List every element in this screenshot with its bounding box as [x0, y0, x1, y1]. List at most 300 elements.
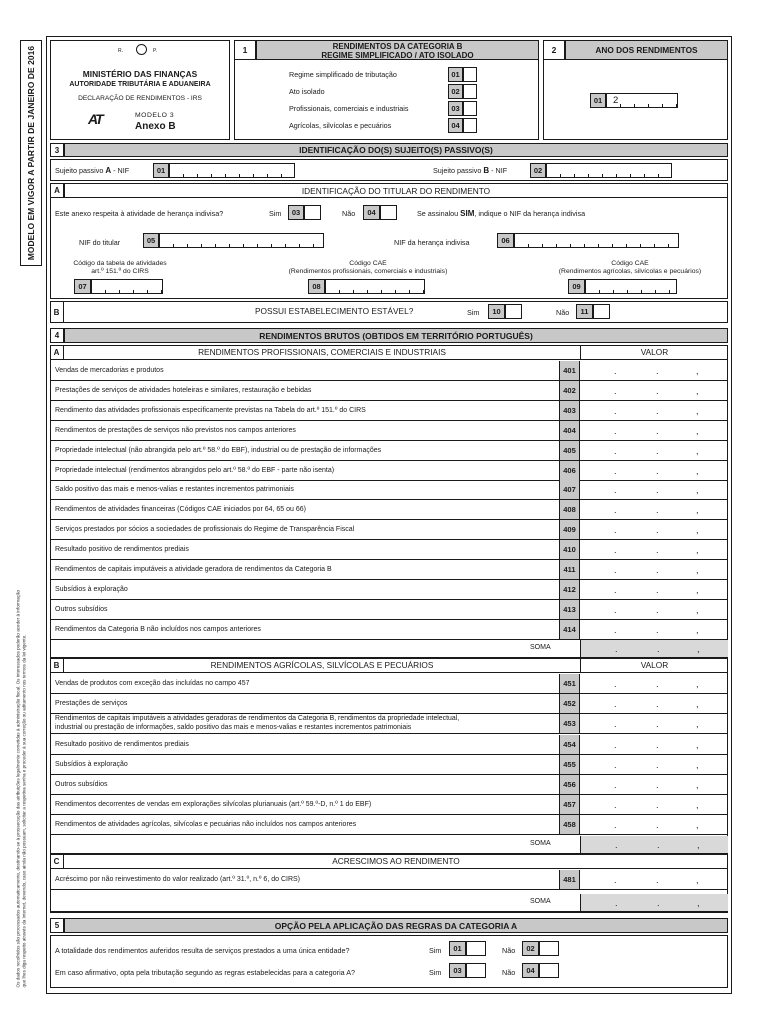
section-5-q2: Em caso afirmativo, opta pela tributação segundo as regras estabelecidas para a categoria A? — [55, 968, 356, 977]
value-comma: , — [696, 800, 699, 811]
income-row-code: 456 — [559, 775, 580, 794]
q2-nao-label: Não — [502, 968, 516, 977]
cae2-label — [534, 260, 726, 276]
q1-nao-checkbox[interactable] — [539, 941, 559, 956]
heranca-instruction-sim: SIM — [460, 209, 475, 218]
income-row-description-line1: Rendimentos da Categoria B não incluídos nos campos anteriores — [55, 625, 261, 633]
cae1-label — [260, 260, 476, 276]
heranca-nao-label: Não — [342, 209, 356, 218]
privacy-notice — [2, 580, 40, 990]
cae1-label-line1: Código CAE — [349, 260, 387, 267]
sp-b-label — [433, 166, 507, 175]
income-row — [50, 775, 728, 795]
income-row — [50, 500, 728, 520]
income-row-code: 454 — [559, 735, 580, 754]
value-dot: . — [656, 820, 659, 831]
income-row-description-line1: Subsídios à exploração — [55, 585, 128, 593]
income-row-code: 407 — [559, 480, 580, 499]
value-dot: . — [614, 800, 617, 811]
option-profissionais-checkbox[interactable] — [463, 101, 477, 116]
value-dot: . — [656, 505, 659, 516]
value-dot: . — [614, 739, 617, 750]
income-row-description — [55, 480, 294, 499]
income-row-code: 414 — [559, 620, 580, 639]
q2-sim-checkbox[interactable] — [466, 963, 486, 978]
section-4b-title: RENDIMENTOS AGRÍCOLAS, SILVÍCOLAS E PECUÁRIOS — [64, 658, 580, 673]
income-row — [50, 401, 728, 421]
value-dot: . — [614, 875, 617, 885]
coat-of-arms-icon — [136, 44, 147, 55]
income-row-value-input[interactable] — [580, 600, 728, 619]
section-2-title: ANO DOS RENDIMENTOS — [565, 40, 728, 60]
value-comma: , — [696, 405, 699, 416]
value-dot: . — [614, 385, 617, 396]
authority-title: AUTORIDADE TRIBUTÁRIA E ADUANEIRA — [69, 81, 211, 88]
q2-sim-label: Sim — [429, 968, 442, 977]
tabela-label-line2: art.º 151.º do CIRS — [91, 268, 149, 275]
form-edition-banner — [20, 40, 42, 266]
value-dot: . — [614, 780, 617, 790]
income-row-description — [55, 620, 261, 639]
soma-b-comma: , — [697, 840, 700, 850]
value-dot: . — [656, 719, 659, 730]
q2-nao-code: 04 — [522, 963, 539, 978]
income-row-value-input[interactable] — [580, 674, 728, 693]
sp-b-label-post: - NIF — [491, 166, 508, 175]
rp-right: P. — [153, 48, 158, 54]
income-row — [50, 735, 728, 755]
option-agricolas-code: 04 — [448, 118, 463, 133]
declaration-title: DECLARAÇÃO DE RENDIMENTOS - IRS — [78, 95, 202, 102]
income-row-code: 457 — [559, 795, 580, 814]
income-row-description — [55, 815, 356, 834]
value-dot: . — [656, 366, 659, 376]
income-row-description — [55, 580, 128, 599]
section-4a-letter: A — [50, 345, 64, 360]
sp-a-nif-input[interactable] — [169, 163, 295, 178]
income-row-value-input[interactable] — [580, 620, 728, 639]
income-row — [50, 694, 728, 714]
ministry-title: MINISTÉRIO DAS FINANÇAS — [82, 69, 198, 79]
soma-c-comma: , — [697, 898, 700, 908]
income-row-description-line1: Subsídios à exploração — [55, 760, 128, 768]
income-row-code: 409 — [559, 520, 580, 539]
value-dot: . — [614, 624, 617, 635]
form-edition-text: MODELO EM VIGOR A PARTIR DE JANEIRO DE 2016 — [26, 45, 37, 261]
sp-b-letter: B — [483, 166, 490, 175]
income-row — [50, 441, 728, 461]
value-dot: . — [614, 545, 617, 556]
value-comma: , — [696, 366, 699, 376]
income-row-description — [55, 441, 381, 460]
section-4b-soma-label: SOMA — [530, 840, 551, 847]
income-row-value-input[interactable] — [580, 694, 728, 713]
income-row — [50, 580, 728, 600]
income-row-description-line1: Rendimentos de atividades agrícolas, silvícolas e pecuárias não incluídos nos campos anteriores — [55, 821, 357, 829]
income-row-code: 402 — [559, 381, 580, 400]
value-comma: , — [696, 875, 699, 885]
option-regime-simplificado-checkbox[interactable] — [463, 67, 477, 82]
section-4b-soma-value — [580, 836, 728, 853]
income-row-code: 406 — [559, 461, 580, 480]
income-row-value-input[interactable] — [580, 540, 728, 559]
estabelecimento-question: POSSUI ESTABELECIMENTO ESTÁVEL? — [255, 306, 414, 316]
income-row-description-line1: Resultado positivo de rendimentos prediais — [55, 546, 189, 554]
sp-b-label-pre: Sujeito passivo — [433, 166, 482, 175]
sub-a-title: IDENTIFICAÇÃO DO TITULAR DO RENDIMENTO — [64, 183, 728, 198]
nif-heranca-input[interactable] — [514, 233, 679, 248]
section-4a-soma-row — [50, 640, 728, 658]
section-1-title-line2: REGIME SIMPLIFICADO / ATO ISOLADO — [321, 51, 474, 60]
tabela-code: 07 — [74, 279, 91, 294]
income-row-description-line1: Prestações de serviços — [55, 700, 128, 708]
section-5-title: OPÇÃO PELA APLICAÇÃO DAS REGRAS DA CATEGORIA A — [64, 918, 728, 933]
option-ato-isolado-label: Ato isolado — [289, 87, 325, 96]
sp-a-code: 01 — [153, 163, 169, 178]
section-5-q1: A totalidade dos rendimentos auferidos resulta de serviços prestados a uma única entidade? — [55, 946, 350, 955]
section-4-number: 4 — [50, 328, 64, 343]
income-row-description — [55, 500, 306, 519]
value-dot: . — [656, 699, 659, 710]
income-row-value-input[interactable] — [580, 441, 728, 460]
section-4a-soma-label: SOMA — [530, 644, 551, 651]
value-comma: , — [696, 739, 699, 750]
section-4b-letter: B — [50, 658, 64, 673]
value-comma: , — [696, 604, 699, 615]
nif-titular-code: 05 — [143, 233, 159, 248]
value-comma: , — [696, 385, 699, 396]
income-row-value-input[interactable] — [580, 795, 728, 814]
heranca-instruction-post: , indique o NIF da herança indivisa — [474, 209, 586, 218]
income-row-description-line1: Propriedade intelectual (não abrangida pelo art.º 58.º do EBF), industrial ou de prestação de informações — [55, 446, 382, 454]
option-profissionais-label: Profissionais, comerciais e industriais — [289, 104, 409, 113]
value-dot: . — [656, 604, 659, 615]
income-row — [50, 755, 728, 775]
section-1-number: 1 — [234, 40, 256, 60]
sp-a-label-pre: Sujeito passivo — [55, 166, 104, 175]
income-row-value-input[interactable] — [580, 381, 728, 400]
income-row-description-line1: Saldo positivo das mais e menos-valias e restantes incrementos patrimoniais — [55, 486, 294, 494]
income-row-code: 481 — [559, 870, 580, 889]
heranca-sim-label: Sim — [269, 209, 282, 218]
income-row-description — [55, 361, 164, 380]
cae2-code: 09 — [568, 279, 585, 294]
income-row — [50, 480, 728, 500]
income-row-value-input[interactable] — [580, 815, 728, 834]
value-dot: . — [614, 679, 617, 689]
section-4a-title: RENDIMENTOS PROFISSIONAIS, COMERCIAIS E INDUSTRIAIS — [64, 345, 580, 360]
value-dot: . — [614, 759, 617, 770]
value-dot: . — [656, 759, 659, 770]
income-row-code: 410 — [559, 540, 580, 559]
income-row-value-input[interactable] — [580, 714, 728, 733]
income-row-code: 413 — [559, 600, 580, 619]
income-row — [50, 421, 728, 441]
q1-sim-code: 01 — [449, 941, 466, 956]
income-row-description — [55, 795, 371, 814]
income-row-value-input[interactable] — [580, 500, 728, 519]
heranca-instruction — [417, 209, 585, 218]
option-regime-simplificado-code: 01 — [448, 67, 463, 82]
income-row-value-input[interactable] — [580, 421, 728, 440]
value-dot: . — [614, 699, 617, 710]
value-dot: . — [614, 425, 617, 436]
sp-a-letter: A — [105, 166, 112, 175]
income-row-description-line1: Rendimentos decorrentes de vendas em explorações silvícolas plurianuais (art.º 59.º-D, n.º 1 do EBF) — [55, 801, 372, 809]
income-row-value-input[interactable] — [580, 870, 728, 889]
sub-a-letter: A — [50, 183, 64, 198]
value-comma: , — [696, 505, 699, 516]
value-comma: , — [696, 699, 699, 710]
ministry-header — [50, 40, 230, 140]
estab-nao-checkbox[interactable] — [593, 304, 610, 319]
income-row — [50, 600, 728, 620]
section-3-number: 3 — [50, 143, 64, 157]
value-dot: . — [614, 604, 617, 615]
income-row-code: 403 — [559, 401, 580, 420]
income-row-description — [55, 560, 332, 579]
income-row-value-input[interactable] — [580, 401, 728, 420]
income-row-description-line1: Propriedade intelectual (rendimentos abrangidos pelo art.º 58.º do EBF - parte não isenta) — [55, 466, 335, 474]
cae1-input[interactable] — [325, 279, 425, 294]
section-1-header — [256, 40, 539, 60]
income-row — [50, 540, 728, 560]
option-ato-isolado-checkbox[interactable] — [463, 84, 477, 99]
q2-nao-checkbox[interactable] — [539, 963, 559, 978]
income-row-description-line1: Serviços prestados por sócios a sociedades de profissionais do Regime de Transparência Fiscal — [55, 526, 355, 534]
option-profissionais-code: 03 — [448, 101, 463, 116]
income-row-value-input[interactable] — [580, 361, 728, 380]
income-row-description — [55, 461, 334, 480]
option-ato-isolado-code: 02 — [448, 84, 463, 99]
value-dot: . — [656, 780, 659, 790]
income-row — [50, 560, 728, 580]
year-code: 01 — [590, 93, 606, 108]
year-prefix: 2 — [613, 95, 619, 106]
tabela-input[interactable] — [91, 279, 163, 294]
tabela-label-line1: Código da tabela de atividades — [73, 260, 167, 267]
income-row-value-input[interactable] — [580, 520, 728, 539]
income-row-description-line1: Rendimentos de prestações de serviços não previstos nos campos anteriores — [55, 426, 296, 434]
income-row-value-input[interactable] — [580, 735, 728, 754]
income-row-value-input[interactable] — [580, 775, 728, 794]
value-comma: , — [696, 445, 699, 456]
value-dot: . — [656, 425, 659, 436]
estab-nao-code: 11 — [576, 304, 593, 319]
income-row — [50, 361, 728, 381]
income-row-description — [55, 775, 108, 794]
income-row-value-input[interactable] — [580, 580, 728, 599]
estab-sim-checkbox[interactable] — [505, 304, 522, 319]
value-dot: . — [614, 505, 617, 516]
income-row-description — [55, 735, 189, 754]
income-row-description-line1: Prestações de serviços de atividades hoteleiras e similares, restauração e bebidas — [55, 386, 312, 394]
q1-sim-label: Sim — [429, 946, 442, 955]
value-comma: , — [696, 525, 699, 536]
tabela-label — [56, 260, 184, 276]
section-4c-title: ACRESCIMOS AO RENDIMENTO — [64, 854, 728, 869]
value-comma: , — [696, 545, 699, 556]
value-comma: , — [696, 780, 699, 790]
rp-left: R. — [118, 48, 123, 54]
estab-nao-label: Não — [556, 308, 570, 317]
value-dot: . — [614, 485, 617, 496]
section-5-body — [50, 935, 728, 988]
income-row-description-line1: Vendas de produtos com exceção das incluídas no campo 457 — [55, 680, 250, 687]
option-regime-simplificado-label: Regime simplificado de tributação — [289, 70, 397, 79]
income-row-description — [55, 520, 354, 539]
income-row — [50, 381, 728, 401]
sp-a-label-post: - NIF — [113, 166, 130, 175]
modelo-label: MODELO 3 — [135, 112, 175, 119]
value-dot: . — [656, 584, 659, 595]
value-dot: . — [614, 366, 617, 376]
value-dot: . — [656, 800, 659, 811]
estab-sim-label: Sim — [467, 308, 480, 317]
section-4a-valor-header: VALOR — [580, 345, 728, 360]
privacy-notice-text: Os dados recolhidos são processados automaticamente, destinando-se à prossecução das atribuições legalmente cometidas à administração fiscal. Os interessados poderão aceder à informação que lhes diga respeito através da Internet, devendo, caso ainda não possuam, solicitar a respetiva senha e proceder à sua correção ou aditamento nos termos da lei vigente. — [15, 589, 26, 988]
value-dot: . — [656, 445, 659, 456]
income-row-description-line1: Outros subsídios — [55, 605, 108, 613]
nif-heranca-code: 06 — [497, 233, 514, 248]
value-dot: . — [614, 584, 617, 595]
section-4c-soma-value — [580, 894, 728, 911]
income-row-description-line1: Acréscimo por não reinvestimento do valor realizado (art.º 31.º, n.º 6, do CIRS) — [55, 876, 300, 883]
value-comma: , — [696, 485, 699, 496]
income-row — [50, 520, 728, 540]
income-row — [50, 870, 728, 890]
sp-a-label — [55, 166, 129, 175]
income-row-value-input[interactable] — [580, 755, 728, 774]
income-row-description — [55, 600, 108, 619]
value-comma: , — [696, 565, 699, 575]
income-row-code: 451 — [559, 674, 580, 693]
nif-titular-input[interactable] — [159, 233, 324, 248]
income-row-description — [55, 540, 189, 559]
section-1-title-line1: RENDIMENTOS DA CATEGORIA B — [332, 42, 463, 51]
section-4a-soma-value — [580, 640, 728, 657]
income-row-code: 453 — [559, 714, 580, 733]
value-comma: , — [696, 624, 699, 635]
value-dot: . — [614, 465, 617, 476]
section-4b-soma-row — [50, 836, 728, 854]
q1-nao-code: 02 — [522, 941, 539, 956]
income-row-code: 411 — [559, 560, 580, 579]
value-dot: . — [656, 465, 659, 476]
value-comma: , — [696, 584, 699, 595]
heranca-question: Este anexo respeita à atividade de herança indivisa? — [55, 209, 224, 218]
value-dot: . — [656, 545, 659, 556]
estab-sim-code: 10 — [488, 304, 505, 319]
income-row-code: 405 — [559, 441, 580, 460]
nif-titular-label: NIF do titular — [79, 238, 121, 247]
value-dot: . — [656, 405, 659, 416]
income-row-code: 458 — [559, 815, 580, 834]
income-row-description — [55, 421, 296, 440]
heranca-instruction-pre: Se assinalou — [417, 209, 459, 218]
income-row-description-line1: Resultado positivo de rendimentos prediais — [55, 740, 189, 748]
heranca-sim-code: 03 — [288, 205, 304, 220]
income-row-code: 408 — [559, 500, 580, 519]
income-row-code: 404 — [559, 421, 580, 440]
income-row — [50, 795, 728, 815]
q1-nao-label: Não — [502, 946, 516, 955]
income-row-code: 401 — [559, 361, 580, 380]
cae2-input[interactable] — [585, 279, 677, 294]
option-agricolas-checkbox[interactable] — [463, 118, 477, 133]
income-row-code: 412 — [559, 580, 580, 599]
soma-b-dot-1: . — [615, 840, 618, 850]
income-row-value-input[interactable] — [580, 461, 728, 480]
value-dot: . — [656, 485, 659, 496]
income-row — [50, 461, 728, 481]
heranca-sim-checkbox[interactable] — [304, 205, 321, 220]
income-row-description-line1: Rendimentos de capitais imputáveis a atividades geradoras de rendimentos da Categoria B, rendimentos da propriedade intelectual, — [55, 715, 460, 723]
value-dot: . — [656, 385, 659, 396]
income-row-value-input[interactable] — [580, 560, 728, 579]
section-3-title: IDENTIFICAÇÃO DO(S) SUJEITO(S) PASSIVO(S) — [64, 143, 728, 157]
income-row-value-input[interactable] — [580, 480, 728, 499]
income-row-description-line1: Rendimento das atividades profissionais especificamente previstas na Tabela do art.º 151.º do CIRS — [55, 406, 366, 414]
value-dot: . — [614, 719, 617, 730]
income-row-description-line1: Outros subsídios — [55, 781, 108, 788]
income-row-description-line1: Rendimentos de atividades financeiras (Códigos CAE iniciados por 64, 65 ou 66) — [55, 506, 306, 514]
value-dot: . — [656, 875, 659, 885]
income-row-description — [55, 401, 366, 420]
sub-b-letter: B — [50, 301, 64, 323]
year-input[interactable] — [606, 93, 678, 108]
income-row-description-line1: Vendas de mercadorias e produtos — [55, 367, 164, 374]
soma-a-dot-2: . — [657, 644, 660, 654]
value-dot: . — [614, 525, 617, 536]
section-4c-letter: C — [50, 854, 64, 869]
section-4c-soma-label: SOMA — [530, 898, 551, 905]
value-dot: . — [614, 445, 617, 456]
income-row-description — [55, 674, 250, 693]
income-row-description-line1: Rendimentos de capitais imputáveis a atividade geradora de rendimentos da Categoria B — [55, 566, 332, 573]
income-row — [50, 815, 728, 835]
income-row — [50, 674, 728, 694]
cae1-label-line2: (Rendimentos profissionais, comerciais e industriais) — [288, 268, 448, 275]
soma-b-dot-2: . — [657, 840, 660, 850]
q1-sim-checkbox[interactable] — [466, 941, 486, 956]
option-agricolas-label: Agrícolas, silvícolas e pecuários — [289, 121, 392, 130]
value-comma: , — [696, 820, 699, 831]
value-dot: . — [614, 820, 617, 831]
section-5-number: 5 — [50, 918, 64, 933]
soma-a-comma: , — [697, 644, 700, 654]
value-comma: , — [696, 719, 699, 730]
q2-sim-code: 03 — [449, 963, 466, 978]
nif-heranca-label: NIF da herança indivisa — [394, 238, 470, 247]
value-dot: . — [656, 739, 659, 750]
soma-c-dot-2: . — [657, 898, 660, 908]
cae1-code: 08 — [308, 279, 325, 294]
section-4b-valor-header: VALOR — [580, 658, 728, 673]
cae2-label-line1: Código CAE — [611, 260, 649, 267]
value-dot: . — [614, 405, 617, 416]
sp-b-nif-input[interactable] — [546, 163, 672, 178]
income-row-code: 452 — [559, 694, 580, 713]
heranca-nao-code: 04 — [363, 205, 380, 220]
value-dot: . — [656, 624, 659, 635]
value-comma: , — [696, 425, 699, 436]
value-comma: , — [696, 759, 699, 770]
heranca-nao-checkbox[interactable] — [380, 205, 397, 220]
income-row-description-line2: industrial ou prestação de informações, saldo positivo das mais e menos-valias e restantes incrementos patrimoniais — [55, 723, 412, 731]
section-4-title: RENDIMENTOS BRUTOS (OBTIDOS EM TERRITÓRIO PORTUGUÊS) — [64, 328, 728, 343]
income-row-description — [55, 694, 127, 713]
